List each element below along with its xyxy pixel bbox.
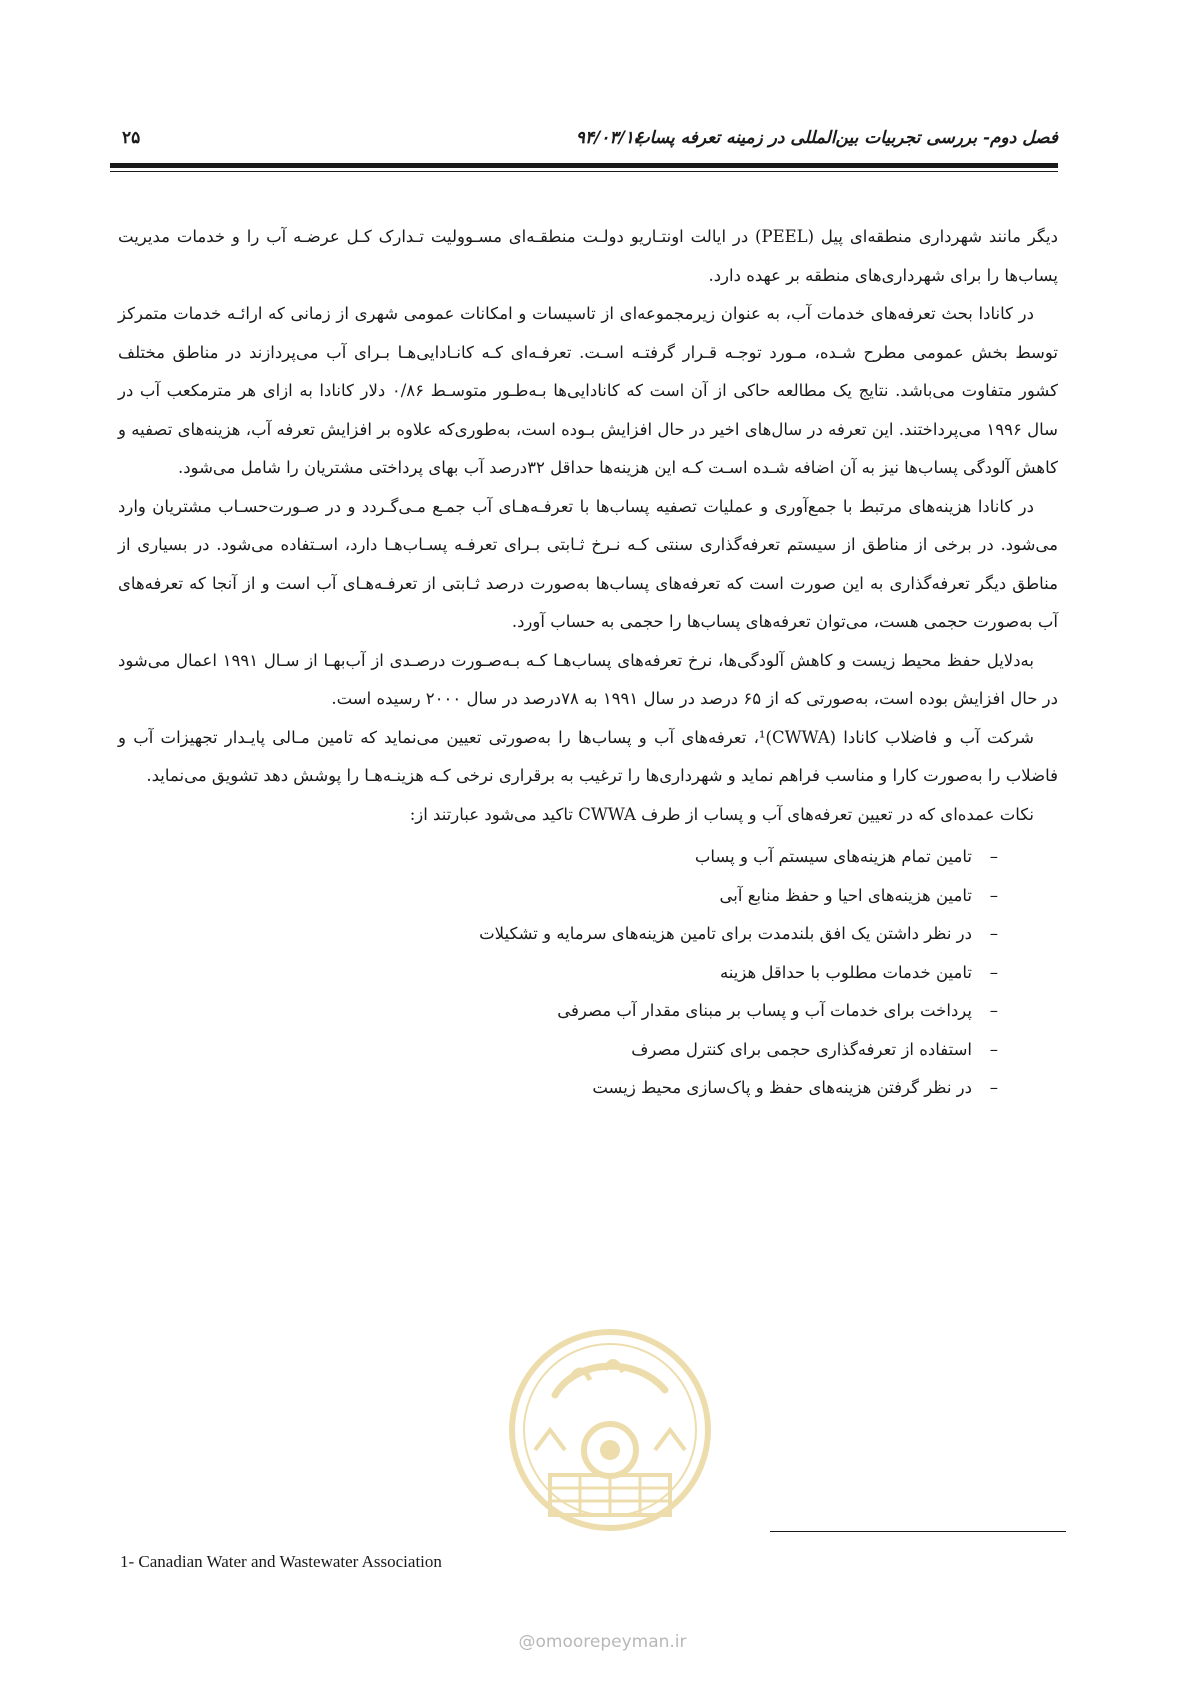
list-item xyxy=(118,992,998,1031)
paragraph: در کانادا بحث تعرفه‌های خدمات آب، به عنوان زیرمجموعه‌ای از تاسیسات و امکانات عمومی شهری از زمانی که ارائـه خدمات متمرکز توسط بخش عمومی مطرح شـده، مـورد توجـه قـرار گرفتـه اسـت. تعرفـه‌ای کـه کانـادایی‌هـا بـرای آب می‌پردازند در مناطق مختلف کشور متفاوت می‌باشد. نتایج یک مطالعه حاکی از آن است که کانادایی‌ها بـه‌طـور متوسـط ۰/۸۶ دلار کانادا به ازای هر مترمکعب آب در سال ۱۹۹۶ می‌پرداختند. این تعرفه در سال‌های اخیر در حال افزایش بـوده است، به‌طوری‌که علاوه بر افزایش تعرفه آب، هزینه‌های تصفیه و کاهش آلودگی پساب‌ها نیز به آن اضافه شـده اسـت کـه این هزینه‌ها حداقل ۳۲درصد آب بهای پرداختی مشتریان را شامل می‌شود. xyxy=(118,304,1058,477)
list-item-text: تامین هزینه‌های احیا و حفظ منابع آبی xyxy=(719,885,972,905)
list-item-text: در نظر گرفتن هزینه‌های حفظ و پاک‌سازی محیط زیست xyxy=(592,1078,972,1097)
paragraph: به‌دلایل حفظ محیط زیست و کاهش آلودگی‌ها، نرخ تعرفه‌های پساب‌هـا کـه بـه‌صـورت درصـدی از آب‌بهـا از سـال ۱۹۹۱ اعمال می‌شود در حال افزایش بوده است، به‌صورتی که از ۶۵ درصد در سال ۱۹۹۱ به ۷۸درصد در سال ۲۰۰۰ رسیده است. xyxy=(118,650,1058,708)
list-item-text: در نظر داشتن یک افق بلندمدت برای تامین هزینه‌های سرمایه و تشکیلات xyxy=(479,924,972,943)
chapter-title: فصل دوم- بررسی تجربیات بین‌المللی در زمینه تعرفه پساب xyxy=(633,128,1058,148)
header-rule-thin xyxy=(110,171,1058,172)
list-item-text: تامین خدمات مطلوب با حداقل هزینه xyxy=(719,962,972,982)
paragraph: در کانادا هزینه‌های مرتبط با جمع‌آوری و عملیات تصفیه پساب‌ها با تعرفـه‌هـای آب جمـع مـی‌گـردد و در صـورت‌حسـاب مشتریان وارد می‌شود. در برخی از مناطق از سیستم تعرفه‌گذاری سنتی کـه نـرخ ثـابتی بـرای تعرفـه پسـاب‌هـا دارد، اسـتفاده می‌شود. در بسیاری از مناطق دیگر تعرفه‌گذاری به این صورت است که تعرفه‌های پساب‌ها به‌صورت درصد ثـابتی از تعرفـه‌هـای آب است و از آنجا که تعرفه‌های آب به‌صورت حجمی هست، می‌توان تعرفه‌های پساب‌ها را حجمی به حساب آورد. xyxy=(118,496,1058,631)
list-item-text: پرداخت برای خدمات آب و پساب بر مبنای مقدار آب مصرفی xyxy=(557,1001,972,1020)
footnote: 1- Canadian Water and Wastewater Association xyxy=(120,1552,442,1571)
list-item xyxy=(118,877,998,916)
list-item-text: استفاده از تعرفه‌گذاری حجمی برای کنترل مصرف xyxy=(631,1039,972,1059)
watermark-logo xyxy=(495,1300,725,1580)
header-rule-thick xyxy=(110,163,1058,168)
bullet-list xyxy=(118,838,1058,1108)
body-text xyxy=(118,218,1058,1108)
footnote-rule xyxy=(770,1531,1066,1532)
watermark-url: @omoorepeyman.ir xyxy=(518,1632,687,1652)
list-item xyxy=(118,1031,998,1070)
page-header xyxy=(110,128,1058,156)
page-number: ۲۵ xyxy=(122,128,141,148)
list-item xyxy=(118,954,998,993)
paragraph: دیگر مانند شهرداری منطقه‌ای پیل (PEEL) در ایالت اونتـاریو دولـت منطقـه‌ای مسـوولیت تـدارک کـل عرضـه آب را و خدمات مدیریت پساب‌ها را برای شهرداری‌های منطقه بر عهده دارد. xyxy=(118,227,1058,285)
dash-icon: – xyxy=(989,1039,998,1059)
header-date: ۹۴/۰۳/۱۶ xyxy=(575,128,643,148)
dash-icon: – xyxy=(989,847,998,866)
dash-icon: – xyxy=(989,924,998,943)
dash-icon: – xyxy=(989,1078,998,1097)
seal-icon xyxy=(495,1300,725,1580)
list-item xyxy=(118,915,998,954)
dash-icon: – xyxy=(989,962,998,982)
list-item-text: تامین تمام هزینه‌های سیستم آب و پساب xyxy=(694,847,972,866)
dash-icon: – xyxy=(989,1001,998,1020)
list-item xyxy=(118,838,998,877)
list-item xyxy=(118,1069,998,1108)
paragraph: شرکت آب و فاضلاب کانادا (CWWA)¹، تعرفه‌های آب و پساب‌ها را به‌صورتی تعیین می‌نماید که تامین مـالی پایـدار تجهیزات آب و فاضلاب را به‌صورت کارا و مناسب فراهم نماید و شهرداری‌ها را ترغیب به برقراری نرخی کـه هزینـه‌هـا را پوشش دهد تشویق می‌نماید. xyxy=(118,727,1058,785)
dash-icon: – xyxy=(989,885,998,905)
paragraph: نکات عمده‌ای که در تعیین تعرفه‌های آب و پساب از طرف CWWA تاکید می‌شود عبارتند از: xyxy=(409,804,1034,824)
